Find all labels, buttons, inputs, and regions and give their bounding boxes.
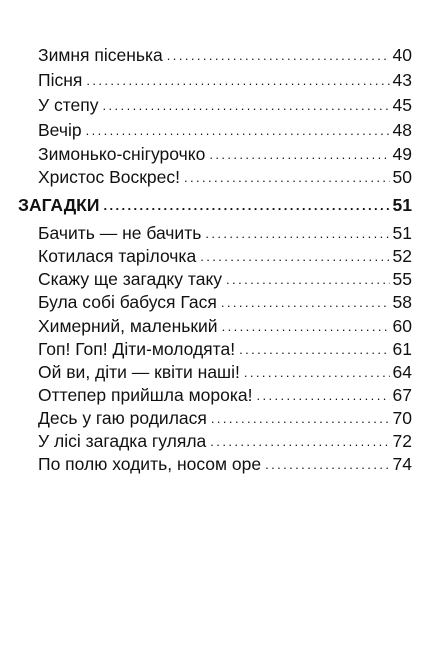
toc-entry-title: У лісі загадка гуляла [38, 431, 207, 451]
toc-entry-title: Химерний, маленький [38, 316, 218, 336]
toc-entry-page: 45 [392, 95, 412, 115]
toc-entry [38, 144, 412, 166]
toc-entry [38, 316, 412, 338]
dot-leader [103, 196, 389, 216]
toc-entry-title: Зимня пісенька [38, 45, 163, 65]
toc-entry-page: 48 [392, 120, 412, 140]
toc-entry-page: 72 [392, 431, 412, 451]
dot-leader [256, 386, 389, 406]
toc-entry [38, 223, 412, 245]
toc-entry [38, 339, 412, 361]
toc-entry-page: 43 [392, 70, 412, 90]
toc-entry [38, 454, 412, 476]
toc-entry [38, 292, 412, 314]
dot-leader [86, 121, 390, 141]
toc-entry-page: 40 [392, 45, 412, 65]
dot-leader [221, 293, 390, 313]
toc-entry [38, 70, 412, 92]
dot-leader [239, 340, 389, 360]
dot-leader [103, 96, 390, 116]
toc-entry [38, 120, 412, 142]
toc-entry-page: 51 [392, 223, 412, 243]
dot-leader [210, 432, 389, 452]
toc-entry-page: 49 [392, 144, 412, 164]
toc-entry [38, 167, 412, 189]
toc-entry-title: Зимонько-снігурочко [38, 144, 206, 164]
dot-leader [244, 363, 390, 383]
toc-entry-title: У степу [38, 95, 99, 115]
dot-leader [184, 168, 390, 188]
dot-leader [211, 409, 390, 429]
toc-entry [38, 362, 412, 384]
toc-entry [38, 45, 412, 67]
dot-leader [205, 224, 389, 244]
dot-leader [209, 145, 389, 165]
toc-entry [38, 246, 412, 268]
dot-leader [226, 270, 389, 290]
dot-leader [167, 46, 390, 66]
toc-entry-page: 52 [392, 246, 412, 266]
dot-leader [222, 317, 390, 337]
toc-section-page: 51 [392, 195, 412, 215]
toc-entry-title: Пісня [38, 70, 83, 90]
dot-leader [86, 71, 389, 91]
toc-section-title: ЗАГАДКИ [18, 195, 100, 215]
toc-entry-title: По полю ходить, носом оре [38, 454, 262, 474]
toc-entry [38, 269, 412, 291]
toc-entry-title: Христос Воскрес! [38, 167, 180, 187]
toc-entry [38, 95, 412, 117]
toc-entry [38, 408, 412, 430]
toc-entry [38, 385, 412, 407]
toc-entry-page: 70 [392, 408, 412, 428]
toc-entry-page: 74 [392, 454, 412, 474]
toc-entry-title: Скажу ще загадку таку [38, 269, 223, 289]
toc-entry-title: Була собі бабуся Гася [38, 292, 217, 312]
toc-entry-page: 61 [392, 339, 412, 359]
toc-entry-title: Котилася тарілочка [38, 246, 197, 266]
dot-leader [265, 455, 389, 475]
dot-leader [200, 247, 389, 267]
toc-entry-page: 58 [392, 292, 412, 312]
toc-section-heading [18, 195, 412, 217]
toc-entry [38, 431, 412, 453]
toc-entry-page: 55 [392, 269, 412, 289]
toc-entry-title: Оттепер прийшла морока! [38, 385, 253, 405]
toc-entry-page: 60 [392, 316, 412, 336]
toc-entry-title: Десь у гаю родилася [38, 408, 207, 428]
toc-entry-page: 67 [392, 385, 412, 405]
toc-entry-page: 64 [392, 362, 412, 382]
toc-entry-page: 50 [392, 167, 412, 187]
toc-entry-title: Ой ви, діти — квіти наші! [38, 362, 240, 382]
toc-entry-title: Гоп! Гоп! Діти-молодята! [38, 339, 236, 359]
toc-entry-title: Бачить — не бачить [38, 223, 202, 243]
toc-entry-title: Вечір [38, 120, 82, 140]
